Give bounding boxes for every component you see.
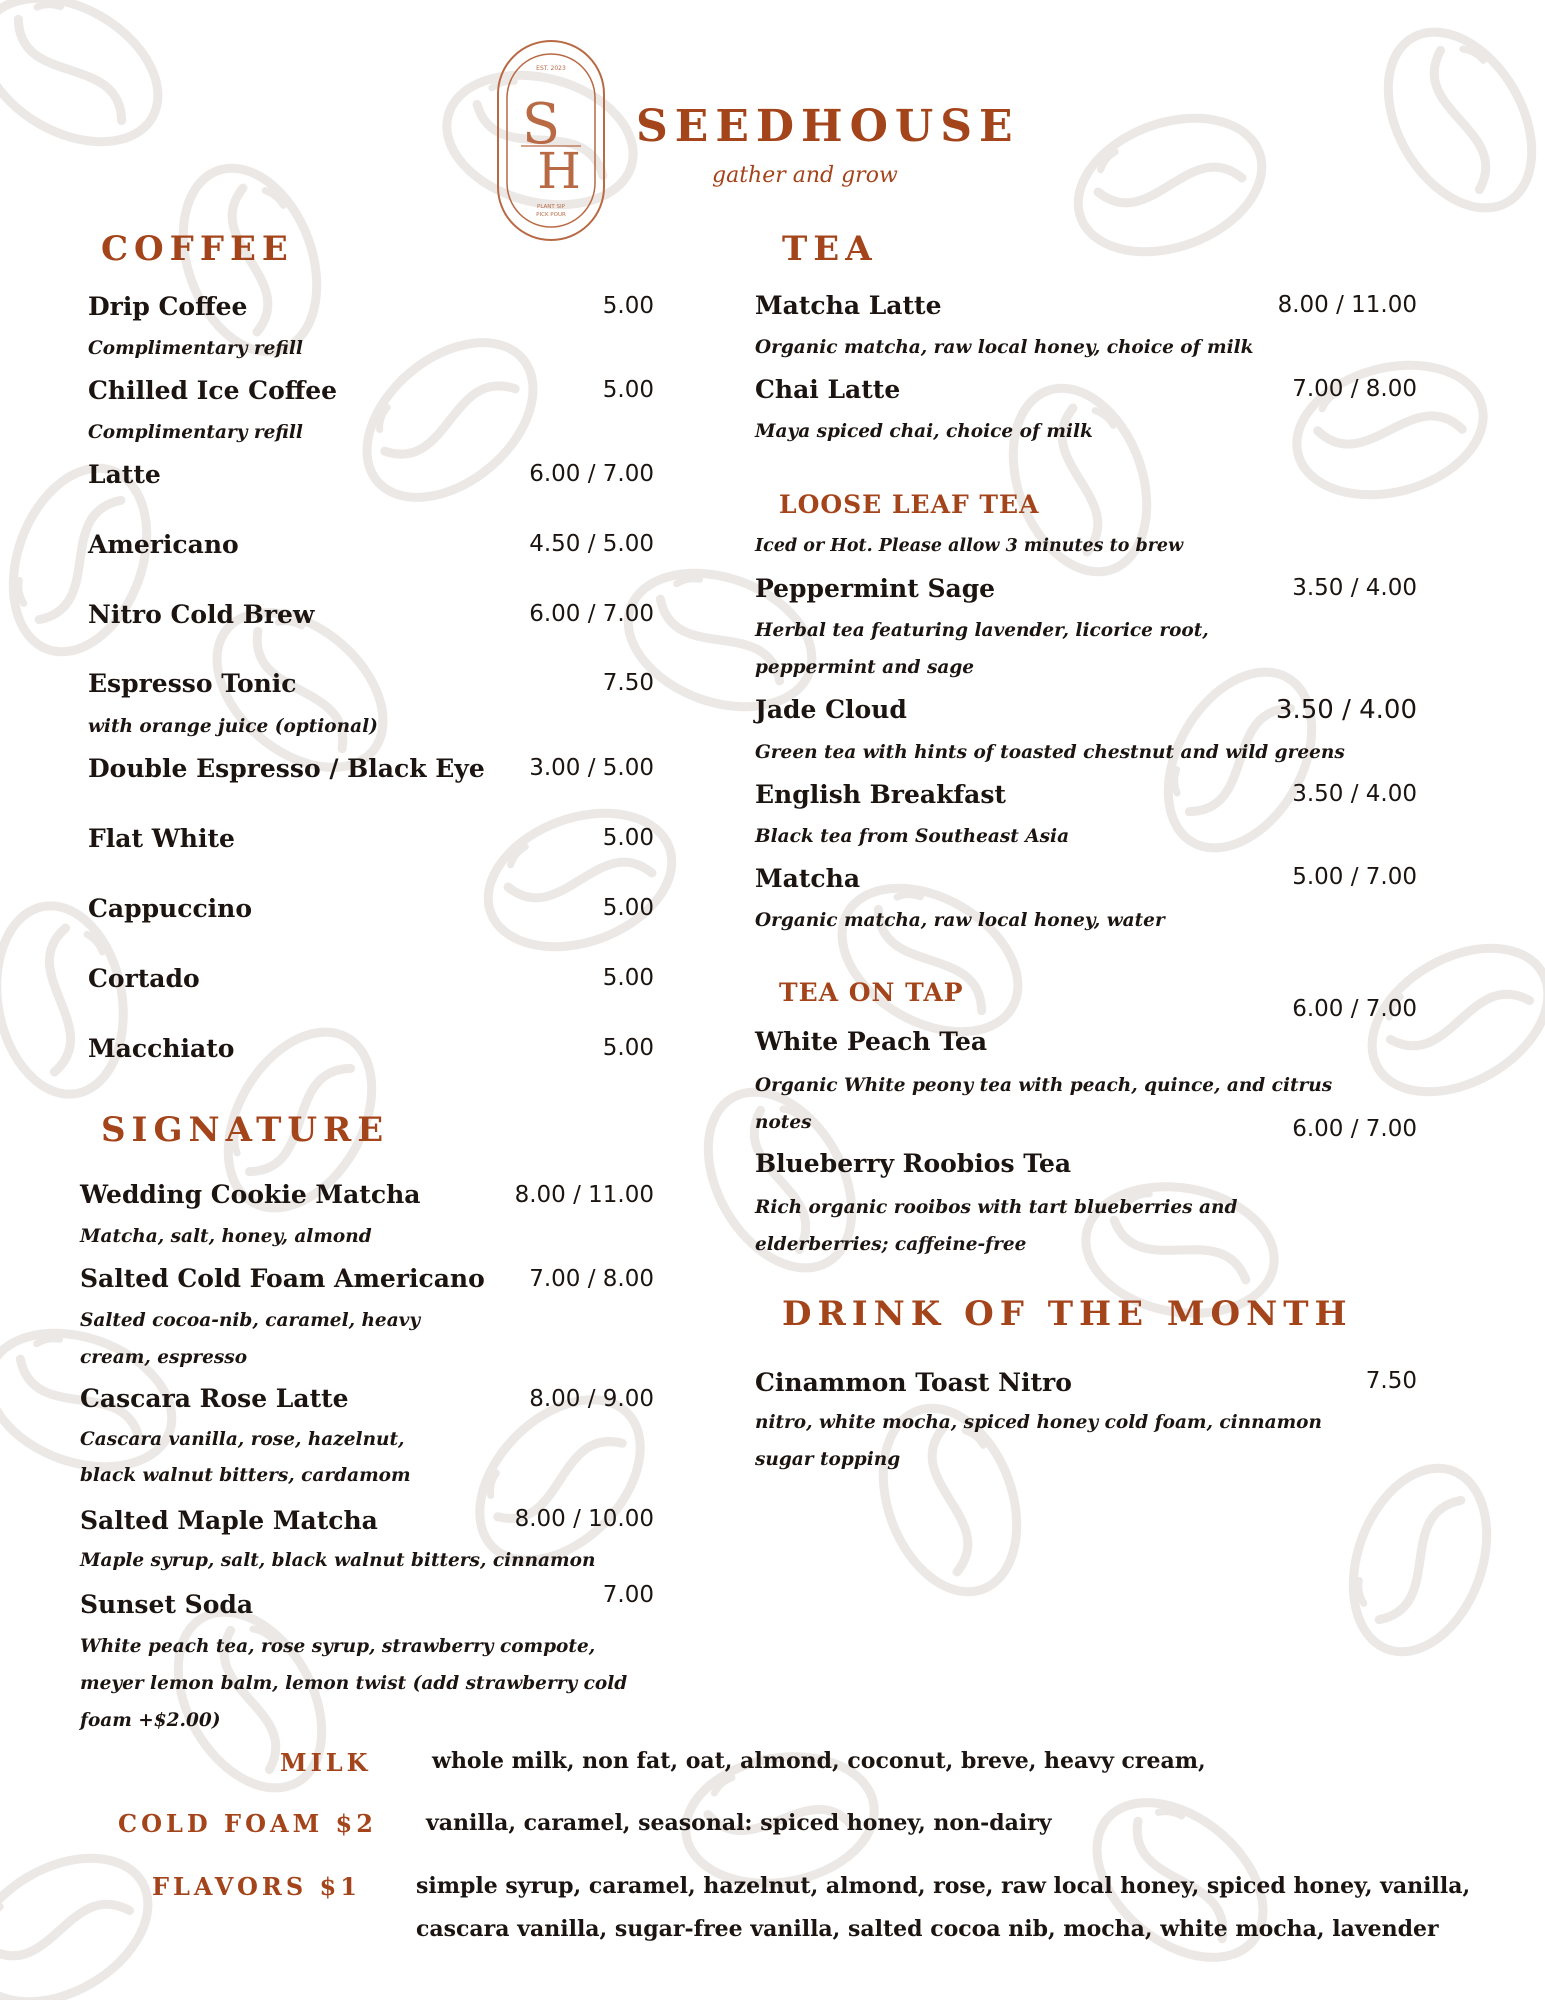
menu-item-desc: Matcha, salt, honey, almond: [80, 1226, 372, 1247]
brand-tagline: gather and grow: [712, 163, 898, 188]
menu-item-name: English Breakfast: [755, 780, 1006, 809]
menu-item-name: Latte: [88, 460, 161, 489]
menu-item-name: Flat White: [88, 824, 235, 853]
menu-item-price: 6.00 / 7.00: [1292, 1116, 1417, 1142]
menu-item-price: 5.00: [602, 377, 654, 403]
menu-item-desc: meyer lemon balm, lemon twist (add strawberry cold: [80, 1673, 628, 1694]
menu-item-desc: Complimentary refill: [88, 338, 303, 359]
menu-item-price: 6.00 / 7.00: [529, 461, 654, 487]
menu-item-name: Espresso Tonic: [88, 669, 297, 698]
milk-label: MILK: [280, 1748, 372, 1777]
menu-item-price: 3.50 / 4.00: [1292, 575, 1417, 601]
logo-monogram-s: S: [521, 92, 561, 157]
menu-item-price: 5.00 / 7.00: [1292, 864, 1417, 890]
menu-item-name: Chilled Ice Coffee: [88, 376, 338, 405]
menu-item-price: 7.00 / 8.00: [1292, 376, 1417, 402]
menu-item-name: Matcha Latte: [755, 291, 942, 320]
menu-item-price: 5.00: [602, 825, 654, 851]
menu-item-name: Blueberry Roobios Tea: [755, 1149, 1072, 1178]
tea-heading: TEA: [782, 229, 878, 269]
menu-item-name: Americano: [88, 530, 239, 559]
brand-name: SEEDHOUSE: [636, 101, 1020, 152]
menu-item-price: 7.50: [1365, 1368, 1417, 1394]
milk-options: whole milk, non fat, oat, almond, coconut, breve, heavy cream,: [432, 1748, 1206, 1774]
menu-item-desc: foam +$2.00): [80, 1710, 221, 1731]
menu-item-desc: sugar topping: [755, 1449, 901, 1470]
menu-item-price: 8.00 / 11.00: [514, 1182, 654, 1208]
flavors-options-line1: simple syrup, caramel, hazelnut, almond, rose, raw local honey, spiced honey, vanilla,: [416, 1873, 1471, 1899]
menu-item-desc: Maple syrup, salt, black walnut bitters, cinnamon: [80, 1550, 596, 1571]
menu-item-desc: Complimentary refill: [88, 422, 303, 443]
menu-item-name: Nitro Cold Brew: [88, 600, 315, 629]
menu-item-name: Matcha: [755, 864, 861, 893]
menu-item-name: Sunset Soda: [80, 1590, 254, 1619]
menu-item-desc: elderberries; caffeine-free: [755, 1234, 1027, 1255]
menu-item-name: Cinammon Toast Nitro: [755, 1368, 1072, 1397]
menu-item-price: 7.50: [602, 670, 654, 696]
menu-item-name: Double Espresso / Black Eye: [88, 754, 485, 783]
menu-item-desc: peppermint and sage: [755, 657, 975, 678]
menu-item-price: 8.00 / 11.00: [1277, 292, 1417, 318]
seedhouse-logo: [495, 38, 607, 243]
menu-item-name: Cappuccino: [88, 894, 253, 923]
menu-item-name: Chai Latte: [755, 375, 901, 404]
drink-of-month-heading: DRINK OF THE MONTH: [782, 1294, 1353, 1334]
logo-est: EST. 2023: [536, 65, 566, 72]
menu-item-price: 7.00 / 8.00: [529, 1266, 654, 1292]
menu-item-desc: with orange juice (optional): [88, 716, 378, 737]
menu-item-desc: Black tea from Southeast Asia: [755, 826, 1070, 847]
menu-item-name: Macchiato: [88, 1034, 235, 1063]
menu-item-desc: White peach tea, rose syrup, strawberry compote,: [80, 1636, 596, 1657]
signature-heading: SIGNATURE: [101, 1110, 390, 1150]
menu-item-desc: cream, espresso: [80, 1347, 248, 1368]
menu-item-price: 3.00 / 5.00: [529, 755, 654, 781]
menu-item-price: 8.00 / 9.00: [529, 1386, 654, 1412]
menu-item-desc: Organic White peony tea with peach, quince, and citrus: [755, 1075, 1333, 1096]
flavors-label: FLAVORS $1: [152, 1872, 361, 1901]
menu-item-name: Salted Maple Matcha: [80, 1506, 378, 1535]
flavors-options-line2: cascara vanilla, sugar-free vanilla, salted cocoa nib, mocha, white mocha, lavender: [416, 1916, 1439, 1942]
loose-leaf-heading: LOOSE LEAF TEA: [779, 490, 1040, 519]
logo-monogram-h: H: [537, 142, 581, 200]
menu-item-desc: notes: [755, 1112, 812, 1133]
menu-item-desc: Salted cocoa-nib, caramel, heavy: [80, 1310, 421, 1331]
menu-item-desc: Organic matcha, raw local honey, water: [755, 910, 1165, 931]
logo-ring-text-2: PICK POUR: [536, 212, 566, 218]
menu-item-price: 5.00: [602, 965, 654, 991]
menu-item-price: 3.50 / 4.00: [1275, 695, 1417, 725]
coffee-heading: COFFEE: [101, 229, 294, 269]
menu-item-price: 5.00: [602, 1035, 654, 1061]
menu-item-name: Drip Coffee: [88, 292, 248, 321]
menu-item-desc: Rich organic rooibos with tart blueberries and: [755, 1197, 1238, 1218]
menu-item-desc: Green tea with hints of toasted chestnut and wild greens: [755, 742, 1345, 763]
menu-item-name: Salted Cold Foam Americano: [80, 1264, 485, 1293]
menu-item-price: 5.00: [602, 895, 654, 921]
menu-item-desc: Herbal tea featuring lavender, licorice root,: [755, 620, 1209, 641]
menu-item-price: 7.00: [602, 1582, 654, 1608]
menu-item-desc: black walnut bitters, cardamom: [80, 1465, 411, 1486]
menu-item-price: 5.00: [602, 293, 654, 319]
tea-on-tap-heading: TEA ON TAP: [779, 978, 964, 1007]
menu-item-price: 3.50 / 4.00: [1292, 781, 1417, 807]
menu-item-name: White Peach Tea: [755, 1027, 988, 1056]
menu-item-name: Peppermint Sage: [755, 574, 996, 603]
cold-foam-options: vanilla, caramel, seasonal: spiced honey, non-dairy: [426, 1810, 1052, 1836]
logo-ring-text-1: PLANT SIP: [537, 204, 565, 210]
menu-item-desc: Maya spiced chai, choice of milk: [755, 421, 1093, 442]
menu-item-name: Cortado: [88, 964, 200, 993]
menu-item-price: 4.50 / 5.00: [529, 531, 654, 557]
menu-item-price: 8.00 / 10.00: [514, 1506, 654, 1532]
menu-item-desc: Cascara vanilla, rose, hazelnut,: [80, 1429, 405, 1450]
menu-item-desc: Organic matcha, raw local honey, choice of milk: [755, 337, 1254, 358]
menu-item-price: 6.00 / 7.00: [1292, 996, 1417, 1022]
menu-item-desc: nitro, white mocha, spiced honey cold foam, cinnamon: [755, 1412, 1322, 1433]
loose-leaf-note: Iced or Hot. Please allow 3 minutes to brew: [755, 536, 1184, 556]
menu-item-name: Jade Cloud: [755, 695, 907, 724]
menu-item-name: Cascara Rose Latte: [80, 1384, 349, 1413]
menu-item-name: Wedding Cookie Matcha: [80, 1180, 421, 1209]
cold-foam-label: COLD FOAM $2: [118, 1809, 377, 1838]
menu-item-price: 6.00 / 7.00: [529, 601, 654, 627]
